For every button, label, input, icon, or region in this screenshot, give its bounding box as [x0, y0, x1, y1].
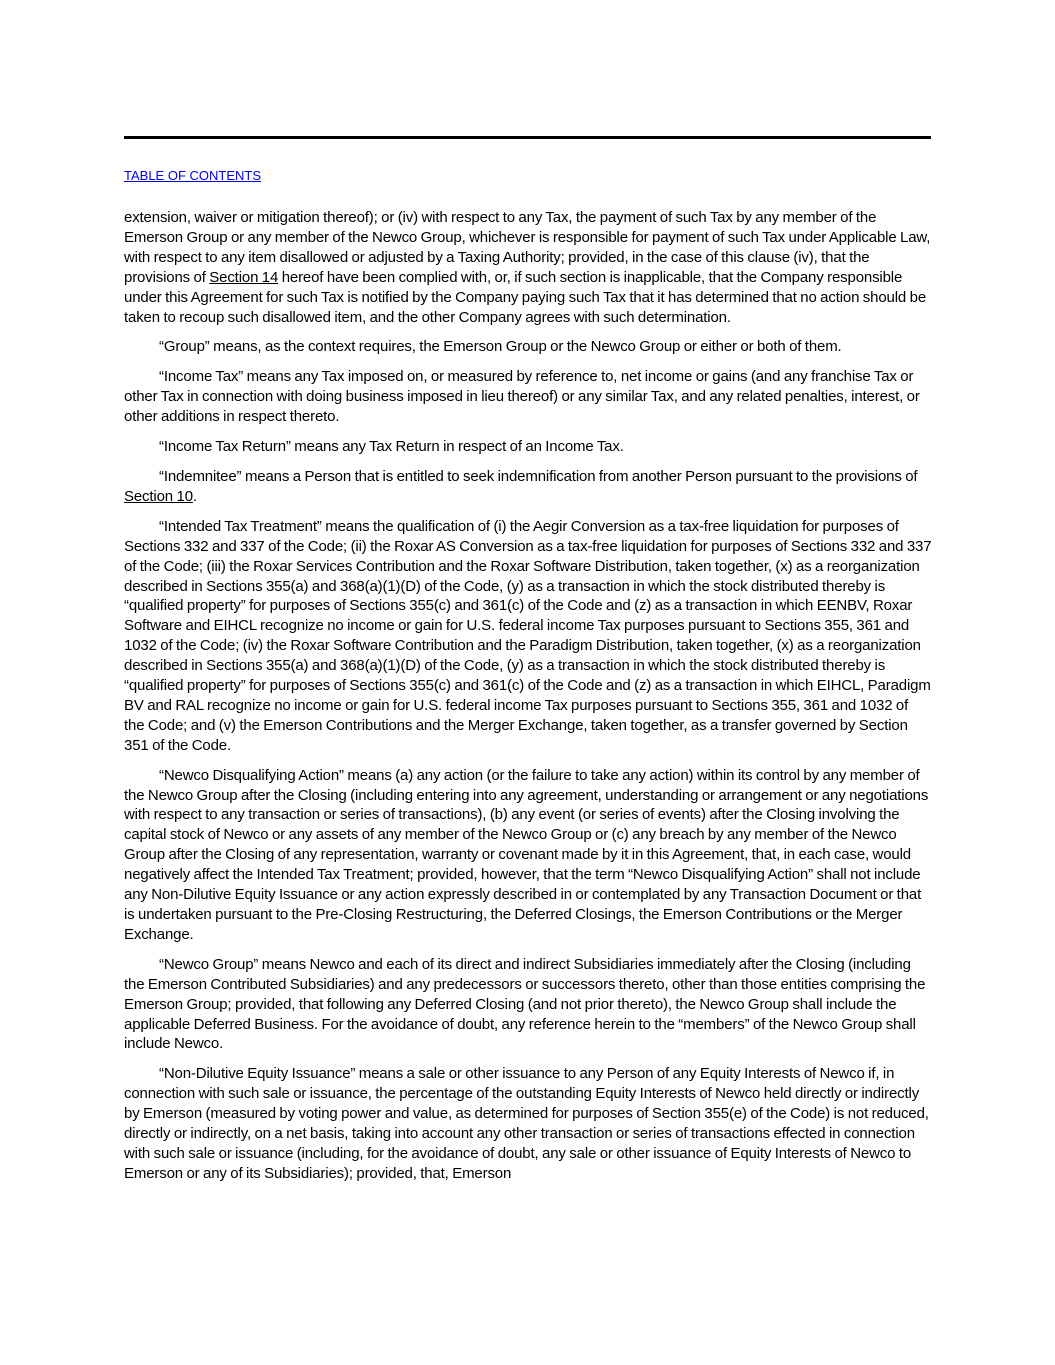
definition-income-tax-return [124, 437, 932, 457]
defined-term: “Indemnitee” [159, 467, 242, 485]
defined-term: “Intended Tax Treatment” [159, 517, 322, 535]
definition-text-end: . [192, 487, 197, 505]
definition-text: means, as the context requires, the Emerson Group or the Newco Group or either or both of them. [209, 338, 842, 356]
definition-income-tax [124, 367, 932, 427]
definition-text: means a sale or other issuance to any Person of any Equity Interests of Newco if, in connection with such sale or issuance, the percentage of the outstanding Equity Interests of Newco held directly or indirectly by Emerson (measured by voting power and value, as determined for purposes of Section 355(e) of the Code) is not reduced, directly or indirectly, on a net basis, taking into account any other transaction or series of transactions effected in connection with such sale or issuance (including, for the avoidance of doubt, any sale or other issuance of Equity Interests of Newco to Emerson or any of its Subsidiaries); provided, that, Emerson [124, 1065, 929, 1182]
table-of-contents-link[interactable]: TABLE OF CONTENTS [124, 168, 261, 183]
definition-newco-disqualifying-action [124, 766, 932, 945]
definition-text: means any Tax imposed on, or measured by reference to, net income or gains (and any franchise Tax or other Tax in connection with doing business imposed in lieu thereof) or any similar Tax, and any related penalties, interest, or other additions in respect thereto. [124, 368, 920, 426]
definition-text: means the qualification of (i) the Aegir Conversion as a tax-free liquidation for purposes of Sections 332 and 337 of the Code; (ii) the Roxar AS Conversion as a tax-free liquidation for purposes of Sections 332 and 337 of the Code; (iii) the Roxar Services Contribution and the Roxar Software Distribution, taken together, (x) as a reorganization described in Sections 355(a) and 368(a)(1)(D) of the Code, (y) as a transaction in which the stock distributed thereby is “qualified property” for purposes of Sections 355(c) and 361(c) of the Code and (z) as a transaction in which EENBV, Roxar Software and EIHCL recognize no income or gain for U.S. federal income Tax purposes pursuant to Sections 355, 361 and 1032 of the Code; (iv) the Roxar Software Contribution and the Paradigm Distribution, taken together, (x) as a reorganization described in Sections 355(a) and 368(a)(1)(D) of the Code, (y) as a transaction in which the stock distributed thereby is “qualified property” for purposes of Sections 355(c) and 361(c) of the Code and (z) as a transaction in which EIHCL, Paradigm BV and RAL recognize no income or gain for U.S. federal income Tax purposes pursuant to Sections 355, 361 and 1032 of the Code; and (v) the Emerson Contributions and the Merger Exchange, taken together, as a transfer governed by Section 351 of the Code. [124, 517, 932, 754]
defined-term: “Newco Group” [159, 955, 259, 973]
section-10-reference: Section 10 [124, 487, 193, 505]
defined-term: “Income Tax” [159, 368, 244, 386]
defined-term: “Group” [159, 338, 210, 356]
definition-text: means Newco and each of its direct and indirect Subsidiaries immediately after the Closing (including the Emerson Contributed Subsidiaries) and any predecessors or successors thereto, other than those entities comprising the Emerson Group; provided, that following any Deferred Closing (and not prior thereto), the Newco Group shall include the applicable Deferred Business. For the avoidance of doubt, any reference herein to the “members” of the Newco Group shall include Newco. [124, 955, 926, 1053]
definition-text: means a Person that is entitled to seek indemnification from another Person pursuant to the provisions of [241, 467, 918, 485]
definition-text: means any Tax Return in respect of an Income Tax. [290, 438, 624, 456]
definition-indemnitee [124, 467, 932, 507]
defined-term: “Newco Disqualifying Action” [159, 766, 344, 784]
paragraph-text: hereof have been complied with, or, if such section is inapplicable, that the Company responsible under this Agreement for such Tax is notified by the Company paying such Tax that it has determined that no action should be taken to recoup such disallowed item, and the other Company agrees with such determination. [124, 268, 927, 326]
definition-text: means (a) any action (or the failure to take any action) within its control by any member of the Newco Group after the Closing (including entering into any agreement, understanding or arrangement or any negotiations with respect to any transaction or series of transactions), (b) any event (or series of events) after the Closing involving the capital stock of Newco or any assets of any member of the Newco Group or (c) any breach by any member of the Newco Group after the Closing of any representation, warranty or covenant made by it in this Agreement, that, in each case, would negatively affect the Intended Tax Treatment; provided, however, that the term “Newco Disqualifying Action” shall not include any Non-Dilutive Equity Issuance or any action expressly described in or contemplated by any Transaction Document or that is undertaken pursuant to the Pre-Closing Restructuring, the Deferred Closings, the Emerson Contributions or the Merger Exchange. [124, 766, 929, 943]
defined-term: “Income Tax Return” [159, 438, 291, 456]
document-body [124, 208, 932, 1194]
section-14-reference: Section 14 [209, 268, 279, 286]
header-rule [124, 136, 931, 139]
definition-non-dilutive-equity-issuance [124, 1064, 932, 1183]
definition-group [124, 337, 932, 357]
paragraph-continuation [124, 208, 932, 327]
definition-intended-tax-treatment [124, 517, 932, 756]
paragraph-text: extension, waiver or mitigation thereof); or (iv) with respect to any Tax, the payment of such Tax by any member of the Emerson Group or any member of the Newco Group, whichever is responsible for payment of such Tax under Applicable Law, with respect to any item disallowed or adjusted by a Taxing Authority; provided, in the case of this clause (iv), that the provisions of [124, 209, 931, 286]
defined-term: “Non-Dilutive Equity Issuance” [159, 1065, 356, 1083]
definition-newco-group [124, 955, 932, 1055]
